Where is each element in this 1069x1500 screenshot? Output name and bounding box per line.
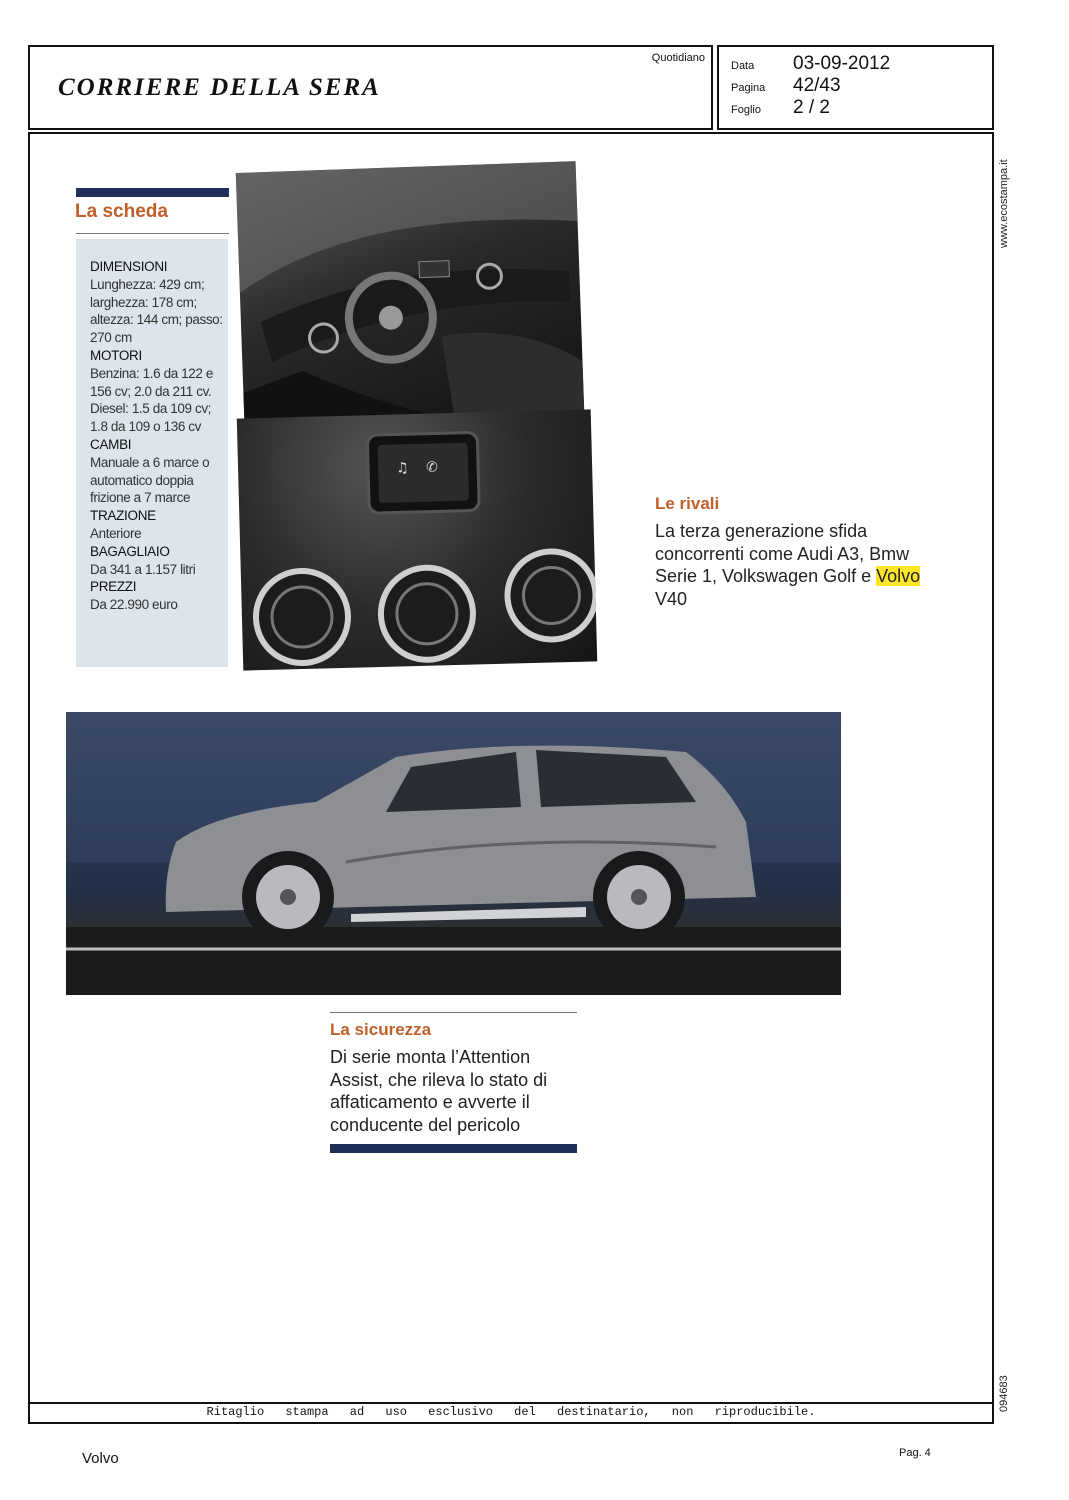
svg-text:✆: ✆ — [425, 459, 439, 476]
scheda-body: Manuale a 6 marce o automatico doppia frizione a 7 marce — [90, 454, 210, 506]
scheda-body: Benzina: 1.6 da 122 e 156 cv; 2.0 da 211 cv. Diesel: 1.5 da 109 cv; 1.8 da 109 o 136 cv — [90, 365, 213, 435]
scheda-body: Anteriore — [90, 525, 142, 541]
rivali-text — [655, 520, 955, 610]
scheda-body: Lunghezza: 429 cm; larghezza: 178 cm; altezza: 144 cm; passo: 270 cm — [90, 276, 223, 346]
sicurezza-bottom-bar — [330, 1144, 577, 1153]
meta-sheet — [731, 97, 830, 119]
sheet-value: 2 / 2 — [793, 97, 830, 118]
footer-notice: Ritaglio stampa ad uso esclusivo del destinatario, non riproducibile. — [30, 1402, 992, 1422]
sicurezza-title: La sicurezza — [330, 1020, 432, 1039]
date-value: 03-09-2012 — [793, 53, 891, 74]
scheda-body: Da 22.990 euro — [90, 597, 178, 613]
header-meta-box — [717, 45, 994, 130]
rivali-title: Le rivali — [655, 494, 720, 513]
scheda-heading: PREZZI — [90, 579, 137, 595]
footer-page: Pag. 4 — [899, 1447, 931, 1459]
code-vertical: 094683 — [998, 1375, 1010, 1412]
meta-page — [731, 75, 841, 97]
scheda-rule — [76, 233, 229, 234]
scheda-heading: BAGAGLIAIO — [90, 543, 170, 559]
scheda-heading: DIMENSIONI — [90, 259, 168, 274]
masthead: CORRIERE DELLA SERA — [58, 74, 381, 101]
rivali-text-after: V40 — [655, 588, 688, 609]
scheda-top-bar — [76, 188, 229, 197]
scheda-heading: MOTORI — [90, 347, 142, 363]
website-vertical: www.ecostampa.it — [998, 159, 1010, 248]
dashboard-phone-photo — [237, 409, 597, 670]
frequency-label: Quotidiano — [651, 52, 705, 64]
page-value: 42/43 — [793, 75, 841, 96]
scheda-title: La scheda — [75, 201, 168, 222]
scheda-heading: TRAZIONE — [90, 508, 156, 524]
scheda-body: Da 341 a 1.157 litri — [90, 561, 196, 577]
header-masthead-box — [28, 45, 713, 130]
scheda-text — [90, 258, 226, 614]
date-label: Data — [731, 60, 755, 72]
sicurezza-rule — [330, 1012, 577, 1013]
scheda-heading: CAMBI — [90, 436, 132, 452]
footer-keyword: Volvo — [82, 1450, 119, 1467]
car-side-photo — [66, 712, 841, 995]
sheet-label: Foglio — [731, 104, 761, 116]
svg-text:♫: ♫ — [395, 460, 409, 477]
rivali-highlight: Volvo — [876, 566, 921, 586]
meta-date — [731, 53, 890, 75]
car-interior-photo — [236, 161, 585, 425]
sicurezza-text: Di serie monta l’Attention Assist, che rileva lo stato di affaticamento e avverte il conducente del pericolo — [330, 1047, 548, 1135]
page-label: Pagina — [731, 82, 766, 94]
rivali-text-before: La terza generazione sfida concorrenti come Audi A3, Bmw Serie 1, Volkswagen Golf e — [655, 521, 910, 586]
